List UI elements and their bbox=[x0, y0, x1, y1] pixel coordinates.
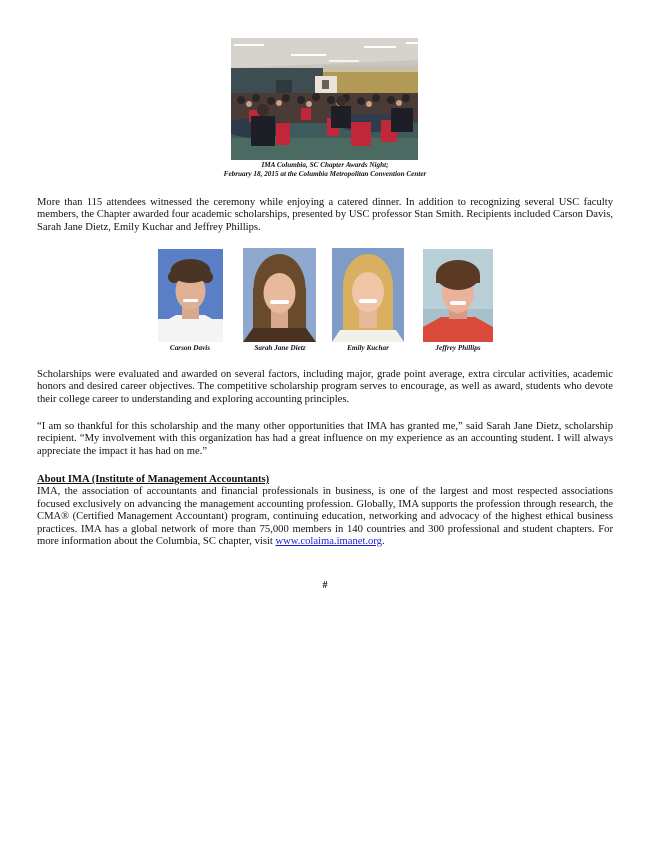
about-ima-trailing: . bbox=[381, 536, 385, 548]
portrait-caption: Emily Kuchar bbox=[347, 344, 389, 352]
portrait-image bbox=[332, 248, 404, 342]
portrait-sarah-jane-dietz bbox=[243, 248, 316, 342]
end-mark: # bbox=[322, 580, 328, 591]
event-caption-line-1: IMA Columbia, SC Chapter Awards Night; bbox=[261, 161, 389, 169]
portrait-caption: Sarah Jane Dietz bbox=[254, 344, 306, 352]
portrait-image bbox=[158, 249, 223, 342]
event-photo-caption bbox=[150, 161, 500, 179]
chapter-website-link[interactable]: www.colaima.imanet.org bbox=[275, 536, 382, 548]
portrait-image bbox=[423, 249, 493, 342]
scholarships-paragraph-text: Scholarships were evaluated and awarded on several factors, including major, grade point average, extra circular activities, academic honors and desired career objectives. The competitive scholarship program serves to encourage, as well as award, students who devote their college career to understanding and exploring accounting principles. bbox=[37, 369, 613, 405]
attendees-paragraph-text: More than 115 attendees witnessed the ceremony while enjoying a catered dinner. In addition to recognizing several USC faculty members, the Chapter awarded four academic scholarships, presented by USC professor Stan Smith. Recipients included Carson Davis, Sarah Jane Dietz, Emily Kuchar and Jeffrey Phillips. bbox=[37, 197, 613, 233]
attendees-paragraph bbox=[37, 197, 613, 234]
event-photo-image bbox=[231, 38, 418, 160]
about-ima-body-text: IMA, the association of accountants and financial professionals in business, is one of the largest and most respected associations focused exclusively on advancing the management accounting profession. Globally, IMA supports the profession through research, the CMA® (Certified Management Accountant) program, continuing education, networking and advocacy of the highest ethical business practices. IMA has a global network of more than 75,000 members in 140 countries and 300 professional and student chapters. For more information about the Columbia, SC chapter, visit bbox=[37, 486, 613, 548]
quote-paragraph bbox=[37, 421, 613, 458]
portrait-caption: Carson Davis bbox=[169, 344, 211, 352]
scholarships-paragraph bbox=[37, 369, 613, 406]
about-ima-heading: About IMA (Institute of Management Accountants) bbox=[37, 474, 270, 485]
event-caption-line-2: February 18, 2015 at the Columbia Metropolitan Convention Center bbox=[223, 170, 427, 178]
event-photo bbox=[231, 38, 418, 160]
about-ima-body bbox=[37, 486, 613, 548]
portrait-carson-davis bbox=[158, 249, 223, 342]
portrait-image bbox=[243, 248, 316, 342]
portrait-emily-kuchar bbox=[332, 248, 404, 342]
about-ima-section bbox=[37, 474, 613, 548]
portrait-jeffrey-phillips bbox=[423, 249, 493, 342]
quote-paragraph-text: “I am so thankful for this scholarship and the many other opportunities that IMA has granted me,” said Sarah Jane Dietz, scholarship recipient. “My involvement with this organization has had a great influence on my experience as an accounting student. I will always appreciate the impact it has had on me.” bbox=[37, 421, 613, 457]
portrait-caption: Jeffrey Phillips bbox=[435, 344, 481, 352]
